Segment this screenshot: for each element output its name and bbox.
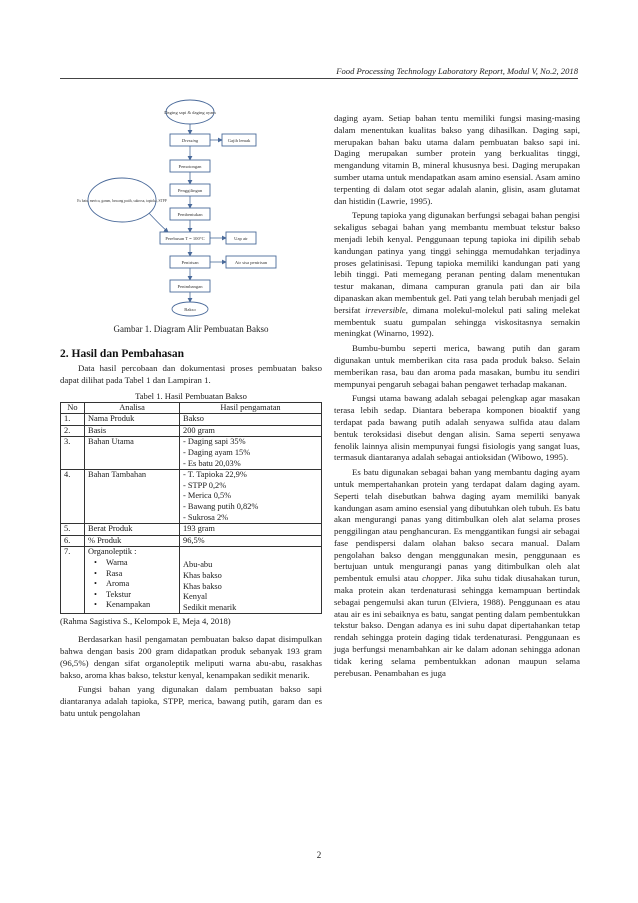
row-no: 6. [61, 535, 85, 547]
row-hasil: 96,5% [180, 535, 322, 547]
p5-text-b: . Jika suhu tidak diusahakan turun, maka protein akan terdenaturasi sehingga kemampuan bertindak sebagai pengemulsi akan turun (Elviera, 1988). Penggunaan es atau atau air es ini sebaiknya es batu, sangat penting dalam pembentukkan tekstur bakso. Dengan adanya es ini suhu dapat dipertahankan tetap rendah sehingga protein daging tidak terdenaturasi. Penggunaan es juga berfungsi menambahkan air ke dalam adonan sehingga adonan tidak kering selama pembentukkan adonan maupun selama perebusan. Penambahan es juga [334, 573, 580, 678]
right-paragraph-2 [334, 210, 580, 340]
table-row [61, 437, 322, 470]
organo-values [180, 547, 322, 614]
table-header-no: No [61, 402, 85, 414]
row-no: 2. [61, 425, 85, 437]
row-no: 7. [61, 547, 85, 614]
row-hasil: 193 gram [180, 524, 322, 536]
left-column [60, 90, 322, 720]
node-potong2-label: Penimbangan [177, 284, 203, 289]
hasil-item: - Bawang putih 0,82% [183, 502, 318, 513]
row-hasil-list [180, 470, 322, 524]
section-intro: Data hasil percobaan dan dokumentasi proses pembuatan bakso dapat dilihat pada Tabel 1 dan Lampiran 1. [60, 363, 322, 385]
right-column [334, 113, 580, 679]
section-heading: 2. Hasil dan Pembahasan [60, 348, 184, 360]
table-row [61, 470, 322, 524]
row-hasil-list [180, 437, 322, 470]
row-analisa: Bahan Tambahan [85, 470, 180, 524]
node-gajih-label: Gajih lemak [227, 138, 251, 143]
row-no: 1. [61, 414, 85, 426]
organo-label: Organoleptik : [88, 547, 137, 557]
right-paragraph-4: Fungsi utama bawang adalah sebagai pelengkap agar masakan terasa lebih sedap. Diantara beberapa komponen bioaktif yang terdapat pada bawang putih adalah senyawa sulfida atau dalam bentuk teroksidasi disebut dengan alisin. Sama seperti senyawa fenolik lainnya alisin mempunyai fungsi fisiologis yang sangat luas, termasuk diantaranya adalah sebagai antioksidan (Wibowo, 1995). [334, 393, 580, 463]
organo-value: Khas bakso [183, 581, 222, 591]
figure-caption: Gambar 1. Diagram Alir Pembuatan Bakso [113, 324, 269, 334]
row-analisa: Bahan Utama [85, 437, 180, 470]
node-giling-label: Penggilingan [177, 188, 203, 193]
p2-text-b: , dimana molekul-molekul pati saling melekat membentuk suatu gumpalan sehingga viskositasnya semakin meningkat (Winarno, 1992). [334, 304, 580, 339]
table-header-row [61, 402, 322, 414]
node-dressing-label: Dressing [181, 138, 199, 143]
page-number: 2 [316, 850, 322, 860]
table-row [61, 414, 322, 426]
row-analisa: Berat Produk [85, 524, 180, 536]
table-header-analisa: Analisa [85, 402, 180, 414]
node-start-label: Daging sapi & daging ayam [164, 110, 216, 115]
organo-item: • Aroma [88, 579, 176, 590]
organo-item: • Rasa [88, 569, 176, 580]
flow-diagram [60, 90, 322, 318]
hasil-item: - Sukrosa 2% [183, 513, 318, 524]
hasil-item: - Merica 0,5% [183, 491, 318, 502]
table-row-organoleptik [61, 547, 322, 614]
p2-emphasis: irreversible [365, 304, 406, 315]
row-no: 3. [61, 437, 85, 470]
organo-item: • Tekstur [88, 590, 176, 601]
node-inputs-label: Es batu, merica, garam, bawang putih, sukrosa, tapioka, STPP [77, 199, 167, 203]
row-hasil: 200 gram [180, 425, 322, 437]
hasil-item: - Daging sapi 35% [183, 437, 318, 448]
left-paragraph-2: Fungsi bahan yang digunakan dalam pembuatan bakso sapi diantaranya adalah tapioka, STPP, merica, bawang putih, garam dan es batu untuk pengolahan [60, 684, 322, 719]
row-no: 5. [61, 524, 85, 536]
row-analisa: Nama Produk [85, 414, 180, 426]
hasil-item: - Es batu 20,03% [183, 459, 318, 470]
header-rule [60, 78, 578, 79]
node-end-label: Bakso [184, 307, 196, 312]
right-paragraph-5 [334, 467, 580, 679]
right-paragraph-3: Bumbu-bumbu seperti merica, bawang putih dan garam digunakan untuk memberikan cita rasa pada produk bakso. Selain memberikan rasa, bau dan aroma pada masakan, bumbu itu sendiri mempunyai pengaruh sebagai bahan pengawet terhadap makanan. [334, 343, 580, 389]
node-cetak-label: Pembentukan [177, 212, 203, 217]
hasil-item: - STPP 0,2% [183, 481, 318, 492]
table-header-hasil: Hasil pengamatan [180, 402, 322, 414]
organo-value: Abu-abu [183, 560, 213, 570]
p5-emphasis: chopper [422, 573, 451, 584]
hasil-item: - T. Tapioka 22,9% [183, 470, 318, 481]
table-row [61, 524, 322, 536]
organo-item: • Kenampakan [88, 600, 176, 611]
running-header: Food Processing Technology Laboratory Report, Modul V, No.2, 2018 [336, 66, 578, 76]
row-analisa: % Produk [85, 535, 180, 547]
table-row [61, 535, 322, 547]
left-paragraph-1: Berdasarkan hasil pengamatan pembuatan bakso dapat disimpulkan bahwa dengan basis 200 gram didapatkan produk sebanyak 193 gram (96,5%) dengan sifat organoleptik meliputi warna abu-abu, rasakhas bakso, aroma khas bakso, tekstur kenyal, kenampakan sedikit menarik. [60, 634, 322, 680]
node-uap-label: Uap air [234, 236, 248, 241]
organo-item: • Warna [88, 558, 176, 569]
node-potong1-label: Pemotongan [178, 164, 202, 169]
node-rebus-label: Perebusan T = 100°C [165, 236, 205, 241]
row-analisa: Basis [85, 425, 180, 437]
node-tiris-label: Penirisan [181, 260, 199, 265]
organo-value: Kenyal [183, 592, 208, 602]
organo-value: Sedikit menarik [183, 602, 237, 612]
p2-text-a: Tepung tapioka yang digunakan berfungsi sebagai bahan pengisi sekaligus sebagai bahan yang membantu membuat tekstur bakso menjadi lebih kenyal. Penggunaan tepung tapioka ini dipilih sebab kandungan patinya yang tinggi sehingga memudahkan terjadinya proses gelatinisasi. Tepung tapioka memiliki kandungan pati yang lebih tinggi. Pati memegang peranan penting dalam menentukan testur makanan, dimana campuran granula pati dan air bila dipanaskan akan membentuk gel. Pati yang telah berubah menjadi gel bersifat [334, 210, 580, 315]
right-paragraph-1: daging ayam. Setiap bahan tentu memiliki fungsi masing-masing dalam menentukan kualitas bakso yang dihasilkan. Daging sapi, merupakan bahan baku utama dalam pembuatan bakso sapi ini. Daging merupakan sumber protein yang berkualitas tinggi, mengandung vitamin B, mineral khususnya besi. Daging merupakan sumber utama untuk mendapatkan asam amino esensial. Asam amino terpenting di dalam otot segar adalah alanin, glisin, asam glutamat dan histidin (Lawrie, 1995). [334, 113, 580, 206]
p5-text-a: Es batu digunakan sebagai bahan yang membantu daging ayam untuk mempertahankan protein yang terdapat dalam daging ayam. Seperti telah disebutkan bahwa daging ayam memiliki banyak kandungan asam amino esensial yang dibutuhkan oleh tubuh. Es batu akan mengurangi panas yang ditimbulkan oleh alat selama proses penggilingan atau penghancuran. Es menggantikan fungsi air sebagai fase pendispersi dalam olahan bakso secara manual. Dalam pengolahan bakso dengan menggunakan mesin, penggunaan es bertujuan untuk mengurangi panas yang ditimbulkan oleh alat pembentuk emulsi atau [334, 467, 580, 584]
results-table [60, 402, 322, 615]
table-row [61, 425, 322, 437]
table-title: Tabel 1. Hasil Pembuatan Bakso [135, 390, 247, 401]
flow-diagram-figure [60, 90, 322, 338]
row-hasil: Bakso [180, 414, 322, 426]
organo-list [85, 547, 180, 614]
row-no: 4. [61, 470, 85, 524]
organo-value: Khas bakso [183, 570, 222, 580]
hasil-item: - Daging ayam 15% [183, 448, 318, 459]
node-sisa-label: Air sisa penirisan [234, 260, 268, 265]
table-source: (Rahma Sagistiva S., Kelompok E, Meja 4, 2018) [60, 616, 231, 627]
